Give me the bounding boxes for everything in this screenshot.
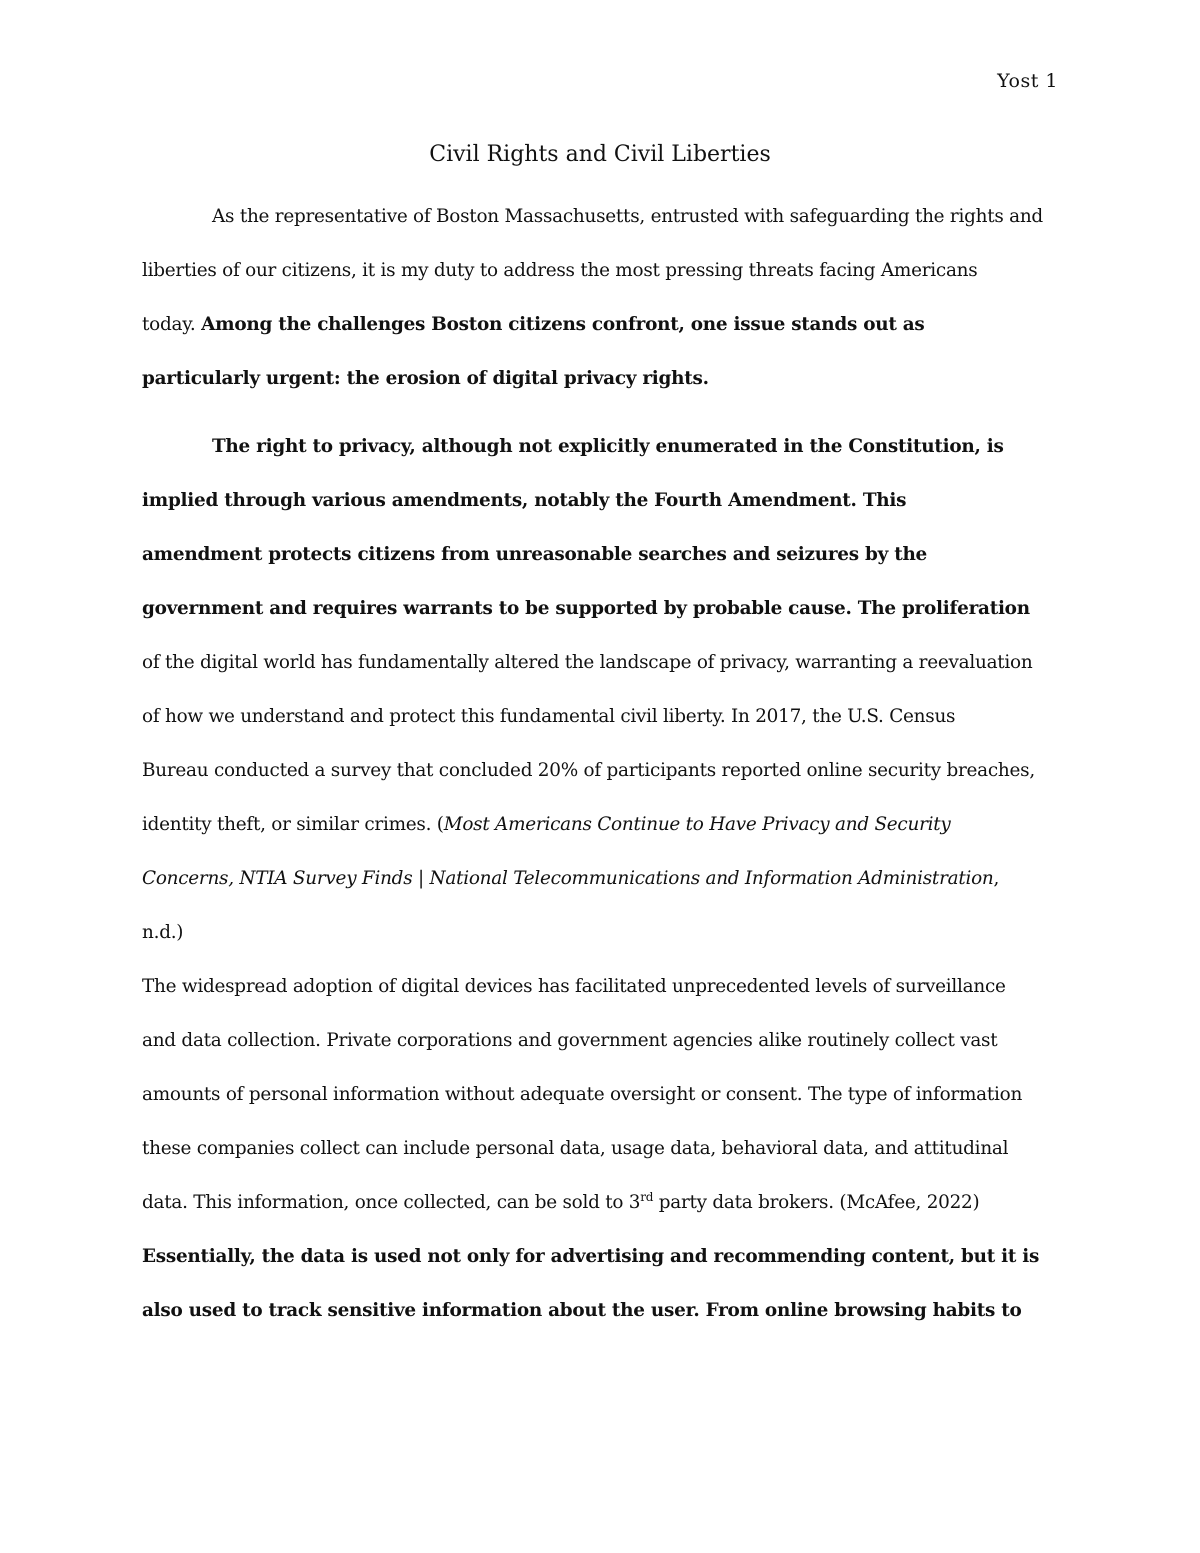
paragraph-1-line-2: liberties of our citizens, it is my duty to address the most pressing threats facing Americans bbox=[142, 260, 978, 281]
paragraph-1-line-3-bold: Among the challenges Boston citizens confront, one issue stands out as bbox=[201, 314, 925, 335]
paragraph-2-line-3: amendment protects citizens from unreasonable searches and seizures by the bbox=[142, 544, 928, 565]
paragraph-2-line-10: n.d.) bbox=[142, 922, 184, 943]
paragraph-3-line-6: Essentially, the data is used not only for advertising and recommending content, but it is bbox=[142, 1246, 1040, 1267]
paragraph-3-line-7: also used to track sensitive information about the user. From online browsing habits to bbox=[142, 1300, 1022, 1321]
paragraph-3-line-1: The widespread adoption of digital devices has facilitated unprecedented levels of surveillance bbox=[142, 976, 1006, 997]
paragraph-2-line-7: Bureau conducted a survey that concluded 20% of participants reported online security breaches, bbox=[142, 760, 1035, 781]
paragraph-3-line-5-b: party data brokers. (McAfee, 2022) bbox=[653, 1192, 980, 1213]
citation-title-part-2: Concerns, NTIA Survey Finds | National Telecommunications and Information Administration bbox=[142, 868, 994, 889]
running-head: Yost 1 bbox=[997, 70, 1058, 92]
paragraph-3-line-2: and data collection. Private corporations and government agencies alike routinely collect vast bbox=[142, 1030, 998, 1051]
paragraph-3-line-3: amounts of personal information without adequate oversight or consent. The type of information bbox=[142, 1084, 1023, 1105]
paragraph-3-line-5 bbox=[142, 1176, 1060, 1230]
paragraph-1-line-3 bbox=[142, 298, 1060, 352]
paragraph-2-line-9 bbox=[142, 852, 1060, 906]
paragraph-2-line-6: of how we understand and protect this fundamental civil liberty. In 2017, the U.S. Census bbox=[142, 706, 956, 727]
paragraph-2-line-8-plain: identity theft, or similar crimes. ( bbox=[142, 814, 444, 835]
paragraph-1-line-3-plain: today. bbox=[142, 314, 202, 335]
paragraph-3-line-5-a: data. This information, once collected, can be sold to 3 bbox=[142, 1192, 641, 1213]
paragraph-2-line-4: government and requires warrants to be supported by probable cause. The proliferation bbox=[142, 598, 1030, 619]
paragraph-2-line-9-plain: , bbox=[993, 868, 1000, 889]
ordinal-superscript: rd bbox=[640, 1189, 654, 1204]
paragraph-1-line-4: particularly urgent: the erosion of digital privacy rights. bbox=[142, 368, 709, 389]
paragraph-2-line-8 bbox=[142, 798, 1060, 852]
document-title: Civil Rights and Civil Liberties bbox=[429, 142, 771, 167]
paragraph-1-line-1: As the representative of Boston Massachusetts, entrusted with safeguarding the rights and bbox=[212, 206, 1043, 227]
document-body bbox=[142, 190, 1060, 1338]
citation-title-part-1: Most Americans Continue to Have Privacy and Security bbox=[443, 814, 951, 835]
paragraph-2-line-1: The right to privacy, although not explicitly enumerated in the Constitution, is bbox=[212, 436, 1004, 457]
paragraph-3-line-4: these companies collect can include personal data, usage data, behavioral data, and attitudinal bbox=[142, 1138, 1009, 1159]
paragraph-2-line-2: implied through various amendments, notably the Fourth Amendment. This bbox=[142, 490, 907, 511]
paragraph-2-line-5: of the digital world has fundamentally altered the landscape of privacy, warranting a reevaluation bbox=[142, 652, 1033, 673]
